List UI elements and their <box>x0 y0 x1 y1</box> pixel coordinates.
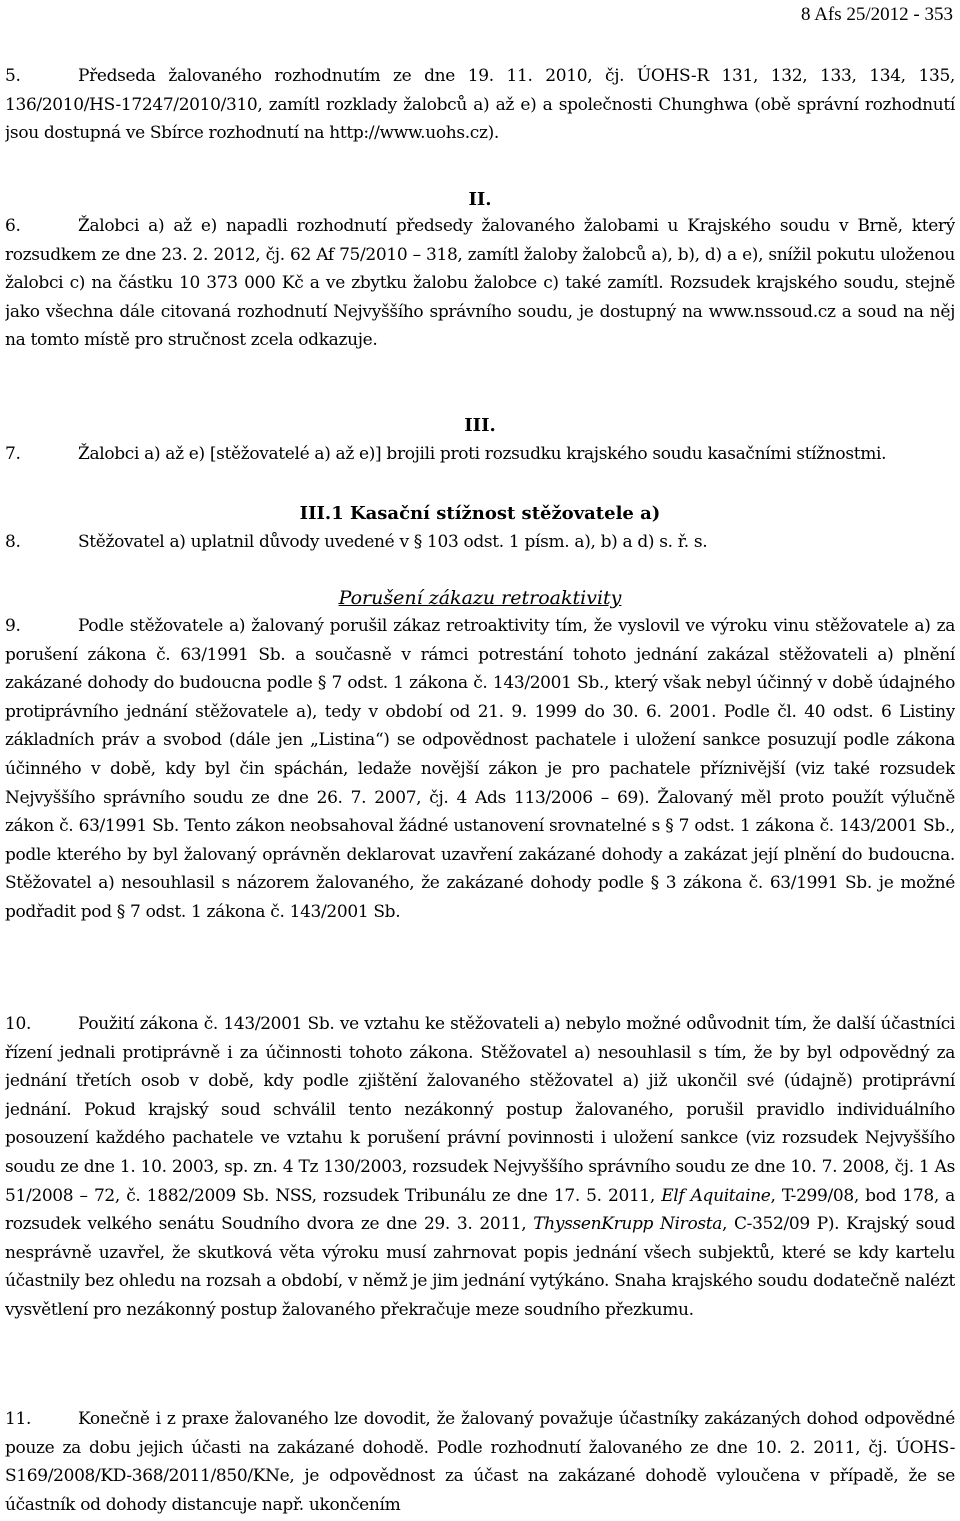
paragraph-10 <box>5 1010 955 1325</box>
case-number: 8 Afs 25/2012 - 353 <box>801 4 953 25</box>
paragraph-text-c: , C-352/09 P). Krajský soud nesprávně uzavřel, že skutková věta výroku musí zahrnovat popis jednání všech subjektů, které se kdy kartelu účastnily bez ohledu na rozsah a období, v němž je jim jednání vytýkáno. Snaha krajského soudu dodatečně nalézt vysvětlení pro nezákonný postup žalovaného překračuje meze soudního přezkumu. <box>5 1214 955 1320</box>
paragraph-number: 7. <box>5 444 21 464</box>
case-name-elf-aquitaine: Elf Aquitaine <box>661 1185 771 1206</box>
paragraph-number: 9. <box>5 616 21 636</box>
paragraph-text: Předseda žalovaného rozhodnutím ze dne 19. 11. 2010, čj. ÚOHS-R 131, 132, 133, 134, 135, 136/2010/HS-17247/2010/310, zamítl rozklady žalobců a) až e) a společnosti Chunghwa (obě správní rozhodnutí jsou dostupná ve Sbírce rozhodnutí na http://www.uohs.cz). <box>5 66 955 144</box>
paragraph-8 <box>5 528 955 557</box>
paragraph-text: Stěžovatel a) uplatnil důvody uvedené v § 103 odst. 1 písm. a), b) a d) s. ř. s. <box>78 532 708 552</box>
paragraph-7 <box>5 440 955 469</box>
document-page <box>5 0 955 1521</box>
paragraph-5 <box>5 62 955 148</box>
paragraph-11 <box>5 1405 955 1519</box>
paragraph-6 <box>5 212 955 355</box>
paragraph-text-b: , T-299/08, bod 178, a rozsudek velkého senátu Soudního dvora ze dne 29. 3. 2011, <box>5 1185 955 1235</box>
paragraph-text: Žalobci a) až e) [stěžovatelé a) až e)] brojili proti rozsudku krajského soudu kasačními stížnostmi. <box>78 444 887 464</box>
paragraph-text: Konečně i z praxe žalovaného lze dovodit, že žalovaný považuje účastníky zakázaných dohod odpovědné pouze za dobu jejich účasti na zakázané dohodě. Podle rozhodnutí žalovaného ze dne 10. 2. 2011, čj. ÚOHS-S169/2008/KD-368/2011/850/KNe, je odpovědnost za účast na zakázané dohodě vyloučena v případě, že se účastník od dohody distancuje např. ukončením <box>5 1409 955 1515</box>
subsection-heading-iii-1: III.1 Kasační stížnost stěžovatele a) <box>299 503 661 524</box>
topic-heading-retroactivity: Porušení zákazu retroaktivity <box>338 587 622 609</box>
case-name-thyssenkrupp: ThyssenKrupp Nirosta <box>533 1214 723 1235</box>
paragraph-text-a: Použití zákona č. 143/2001 Sb. ve vztahu ke stěžovateli a) nebylo možné odůvodnit tím, že další účastníci řízení jednali protiprávně i za účinnosti tohoto zákona. Stěžovatel a) nesouhlasil s tím, že by byl odpovědný za jednání třetích osob v době, kdy podle zjištění žalovaného stěžovatel a) již ukončil své (údajně) protiprávní jednání. Pokud krajský soud schválil tento nezákonný postup žalovaného, porušil pravidlo individuálního posouzení každého pachatele ve vztahu k porušení právní povinnosti i uložení sankce (viz rozsudek Nejvyššího soudu ze dne 1. 10. 2003, sp. zn. 4 Tz 130/2003, rozsudek Nejvyššího správního soudu ze dne 10. 7. 2008, čj. 1 As 51/2008 – 72, č. 1882/2009 Sb. NSS, rozsudek Tribunálu ze dne 17. 5. 2011, <box>5 1014 955 1206</box>
paragraph-text: Žalobci a) až e) napadli rozhodnutí předsedy žalovaného žalobami u Krajského soudu v Brně, který rozsudkem ze dne 23. 2. 2012, čj. 62 Af 75/2010 – 318, zamítl žaloby žalobců a), b), d) a e), snížil pokutu uloženou žalobci c) na částku 10 373 000 Kč a ve zbytku žalobu žalobce c) také zamítl. Rozsudek krajského soudu, stejně jako všechna dále citovaná rozhodnutí Nejvyššího správního soudu, je dostupný na www.nssoud.cz a soud na něj na tomto místě pro stručnost zcela odkazuje. <box>5 216 955 351</box>
paragraph-number: 5. <box>5 66 21 86</box>
paragraph-9 <box>5 612 955 927</box>
paragraph-number: 8. <box>5 532 21 552</box>
paragraph-number: 10. <box>5 1014 32 1034</box>
paragraph-number: 11. <box>5 1409 32 1429</box>
paragraph-text: Podle stěžovatele a) žalovaný porušil zákaz retroaktivity tím, že vyslovil ve výroku vinu stěžovatele a) za porušení zákona č. 63/1991 Sb. a současně v rámci potrestání tohoto jednání zakázal stěžovateli a) plnění zakázané dohody do budoucna podle § 7 odst. 1 zákona č. 143/2001 Sb., který však nebyl účinný v době údajného protiprávního jednání stěžovatele a), tedy v období od 21. 9. 1999 do 30. 6. 2001. Podle čl. 40 odst. 6 Listiny základních práv a svobod (dále jen „Listina“) se odpovědnost pachatele i uložení sankce posuzují podle zákona účinného v době, kdy byl čin spáchán, ledaže novější zákon je pro pachatele příznivější (viz také rozsudek Nejvyššího správního soudu ze dne 26. 7. 2007, čj. 4 Ads 113/2006 – 69). Žalovaný měl proto použít výlučně zákon č. 63/1991 Sb. Tento zákon neobsahoval žádné ustanovení srovnatelné s § 7 odst. 1 zákona č. 143/2001 Sb., podle kterého by byl žalovaný oprávněn deklarovat uzavření zakázané dohody a zakázat její plnění do budoucna. Stěžovatel a) nesouhlasil s názorem žalovaného, že zakázané dohody podle § 3 zákona č. 63/1991 Sb. je možné podřadit pod § 7 odst. 1 zákona č. 143/2001 Sb. <box>5 616 955 922</box>
section-heading-ii: II. <box>468 189 492 210</box>
paragraph-number: 6. <box>5 216 21 236</box>
section-heading-iii: III. <box>464 415 496 436</box>
